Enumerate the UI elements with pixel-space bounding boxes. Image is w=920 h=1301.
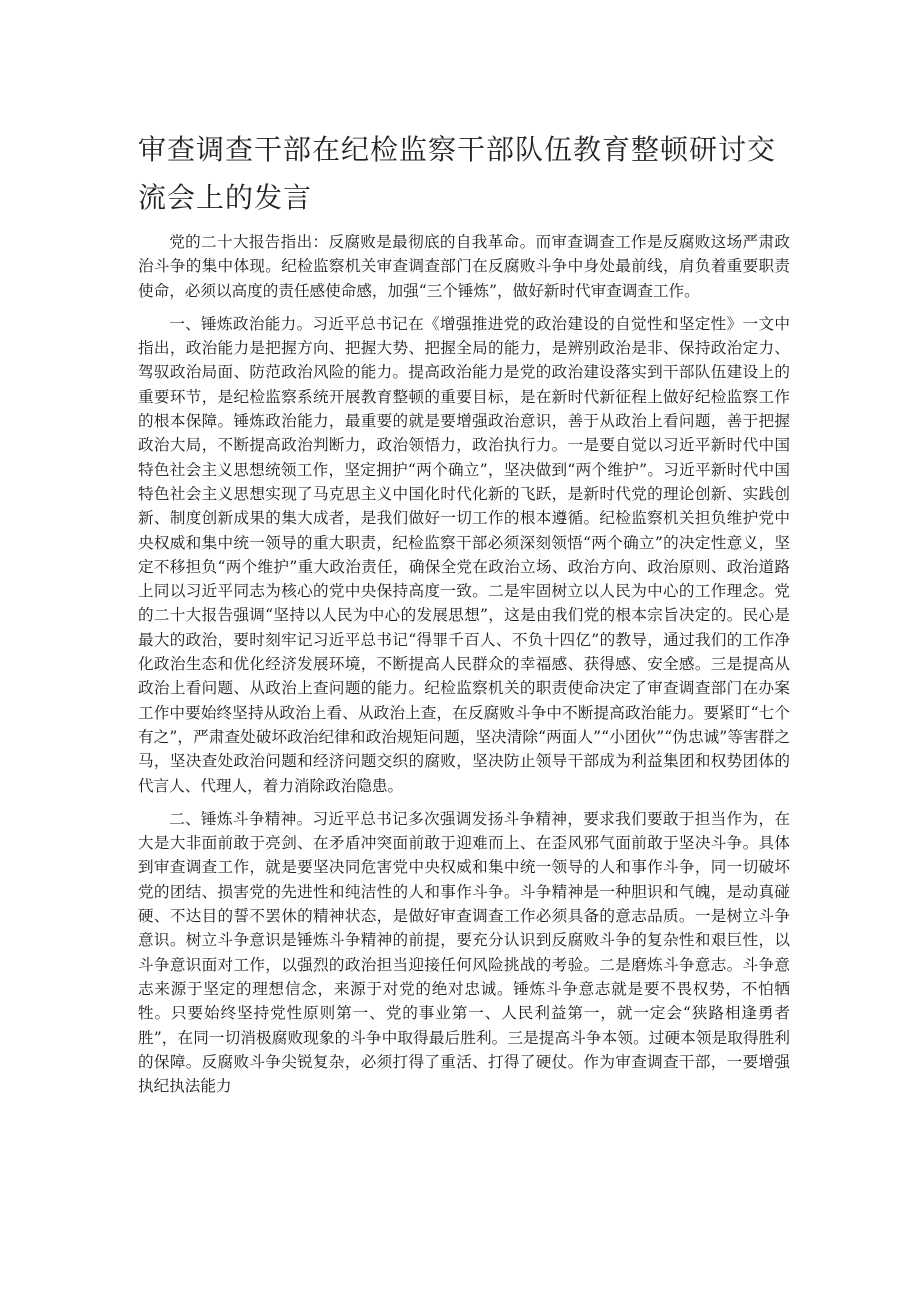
document-title: 审查调查干部在纪检监察干部队伍教育整顿研讨交流会上的发言 — [138, 133, 777, 214]
document-body — [138, 230, 790, 1107]
paragraph-fighting-spirit: 二、锤炼斗争精神。习近平总书记多次强调发扬斗争精神，要求我们要敢于担当作为，在大是大非面前敢于亮剑、在矛盾冲突面前敢于迎难而上、在歪风邪气面前敢于坚决斗争。具体到审查调查工作，就是要坚决同危害党中央权威和集中统一领导的人和事作斗争，同一切破坏党的团结、损害党的先进性和纯洁性的人和事作斗争。斗争精神是一种胆识和气魄，是动真碰硬、不达目的誓不罢休的精神状态，是做好审查调查工作必须具备的意志品质。一是树立斗争意识。树立斗争意识是锤炼斗争精神的前提，要充分认识到反腐败斗争的复杂性和艰巨性，以斗争意识面对工作，以强烈的政治担当迎接任何风险挑战的考验。二是磨炼斗争意志。斗争意志来源于坚定的理想信念，来源于对党的绝对忠诚。锤炼斗争意志就是要不畏权势，不怕牺牲。只要始终坚持党性原则第一、党的事业第一、人民利益第一，就一定会“狭路相逢勇者胜”，在同一切消极腐败现象的斗争中取得最后胜利。三是提高斗争本领。过硬本领是取得胜利的保障。反腐败斗争尖锐复杂，必须打得了重活、打得了硬仗。作为审查调查干部，一要增强执纪执法能力 — [138, 809, 790, 1096]
paragraph-intro: 党的二十大报告指出：反腐败是最彻底的自我革命。而审查调查工作是反腐败这场严肃政治斗争的集中体现。纪检监察机关审查调查部门在反腐败斗争中身处最前线，肩负着重要职责使命，必须以高度的责任感使命感，加强“三个锤炼”，做好新时代审查调查工作。 — [138, 233, 790, 300]
paragraph-political-ability: 一、锤炼政治能力。习近平总书记在《增强推进党的政治建设的自觉性和坚定性》一文中指出，政治能力是把握方向、把握大势、把握全局的能力，是辨别政治是非、保持政治定力、驾驭政治局面、防范政治风险的能力。提高政治能力是党的政治建设落实到干部队伍建设上的重要环节，是纪检监察系统开展教育整顿的重要目标，是在新时代新征程上做好纪检监察工作的根本保障。锤炼政治能力，最重要的就是要增强政治意识，善于从政治上看问题，善于把握政治大局，不断提高政治判断力，政治领悟力，政治执行力。一是要自觉以习近平新时代中国特色社会主义思想统领工作，坚定拥护“两个确立”，坚决做到“两个维护”。习近平新时代中国特色社会主义思想实现了马克思主义中国化时代化新的飞跃，是新时代党的理论创新、实践创新、制度创新成果的集大成者，是我们做好一切工作的根本遵循。纪检监察机关担负维护党中央权威和集中统一领导的重大职责，纪检监察干部必须深刻领悟“两个确立”的决定性意义，坚定不移担负“两个维护”重大政治责任，确保全党在政治立场、政治方向、政治原则、政治道路上同以习近平同志为核心的党中央保持高度一致。二是牢固树立以人民为中心的工作理念。党的二十大报告强调“坚持以人民为中心的发展思想”，这是由我们党的根本宗旨决定的。民心是最大的政治，要时刻牢记习近平总书记“得罪千百人、不负十四亿”的教导，通过我们的工作净化政治生态和优化经济发展环境，不断提高人民群众的幸福感、获得感、安全感。三是提高从政治上看问题、从政治上查问题的能力。纪检监察机关的职责使命决定了审查调查部门在办案工作中要始终坚持从政治上看、从政治上查，在反腐败斗争中不断提高政治能力。要紧盯“七个有之”，严肃查处破坏政治纪律和政治规矩问题，坚决清除“两面人”“小团伙”“伪忠诚”等害群之马，坚决查处政治问题和经济问题交织的腐败，坚决防止领导干部成为利益集团和权势团体的代言人、代理人，着力消除政治隐患。 — [138, 314, 790, 795]
